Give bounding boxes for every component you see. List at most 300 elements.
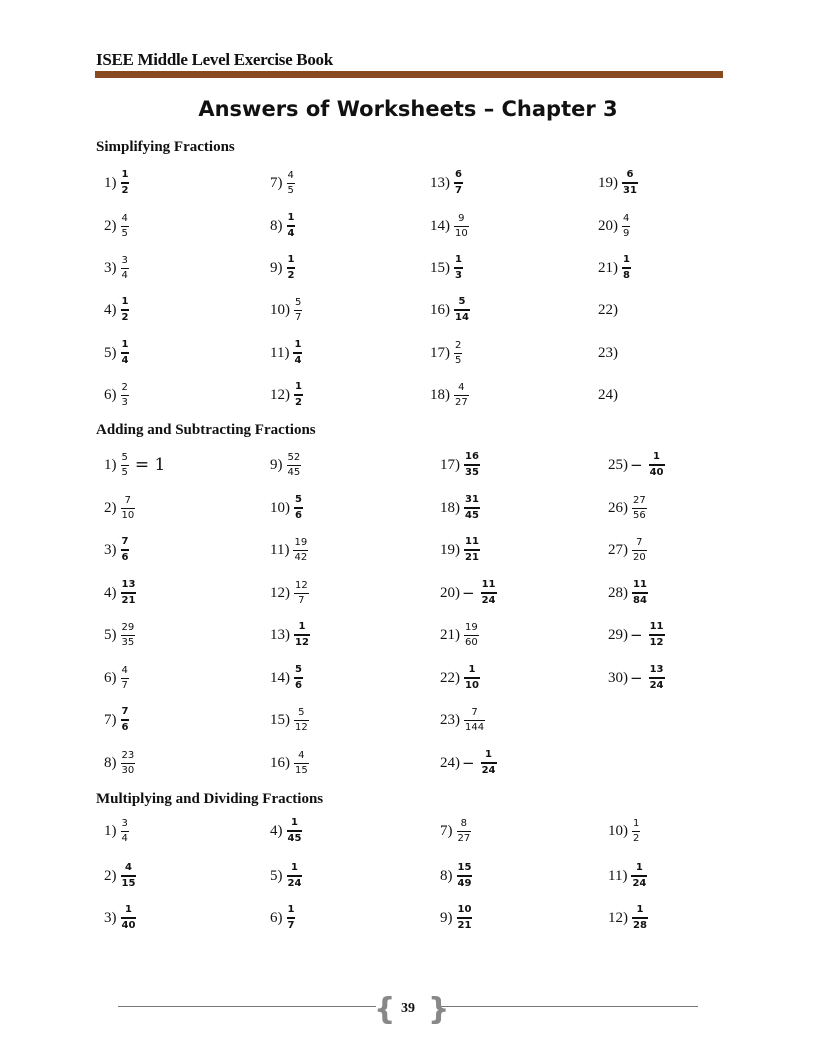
- answer-item: [104, 743, 135, 783]
- denominator: 8: [623, 270, 630, 281]
- answer-number: 16): [430, 301, 450, 318]
- numerator: 15: [457, 862, 472, 873]
- page-number: 39: [401, 1001, 415, 1016]
- answer-item: [104, 700, 129, 740]
- answer-number: 2): [104, 217, 117, 234]
- answer-item: [270, 163, 295, 203]
- fraction: [649, 621, 665, 649]
- fraction: [632, 904, 648, 932]
- denominator: 35: [465, 467, 479, 478]
- answer-number: 4): [104, 301, 117, 318]
- fraction: [454, 340, 462, 367]
- answer-item: [104, 375, 129, 415]
- answer-item: [104, 445, 165, 485]
- answer-number: 29): [608, 626, 628, 643]
- book-title: ISEE Middle Level Exercise Book: [96, 50, 333, 69]
- answer-item: [430, 290, 470, 330]
- answer-number: 8): [270, 217, 283, 234]
- answer-number: 16): [270, 754, 290, 771]
- header-rule: [95, 71, 723, 78]
- answer-number: 10): [270, 301, 290, 318]
- answer-number: 9): [270, 456, 283, 473]
- numerator: 3: [121, 254, 128, 266]
- numerator: 1: [298, 621, 306, 632]
- fraction: [121, 862, 137, 890]
- fraction: [454, 169, 463, 197]
- fraction: [121, 296, 130, 324]
- fraction: [622, 169, 638, 197]
- numerator: 13: [121, 579, 136, 590]
- fraction: [121, 622, 136, 649]
- answer-item: [440, 856, 472, 896]
- answer-number: 1): [104, 174, 117, 191]
- fraction: [632, 537, 647, 564]
- numerator: 4: [287, 169, 294, 181]
- answer-item: [440, 488, 480, 528]
- denominator: 2: [633, 832, 640, 844]
- answer-number: 2): [104, 499, 117, 516]
- section-title-simplifying: Simplifying Fractions: [96, 139, 235, 155]
- denominator: 10: [121, 509, 135, 521]
- denominator: 7: [121, 679, 128, 691]
- answer-number: 24): [598, 386, 618, 403]
- section-title-adding-subtracting: Adding and Subtracting Fractions: [96, 422, 316, 438]
- answer-number: 17): [440, 456, 460, 473]
- denominator: 21: [121, 595, 136, 606]
- numerator: 11: [465, 536, 479, 547]
- answer-number: 1): [104, 822, 117, 839]
- answer-item: [598, 290, 618, 330]
- answer-item: [608, 445, 665, 485]
- answer-number: 9): [440, 909, 453, 926]
- answer-item: [430, 206, 469, 246]
- denominator: 7: [455, 185, 462, 196]
- numerator: 13: [649, 664, 664, 675]
- denominator: 45: [287, 833, 302, 844]
- answer-item: [608, 488, 647, 528]
- answer-item: [440, 530, 480, 570]
- fraction: [121, 818, 129, 845]
- denominator: 27: [455, 396, 468, 408]
- fraction: [287, 452, 302, 479]
- fraction: [454, 254, 463, 282]
- minus-sign: −: [462, 584, 475, 602]
- answer-number: 3): [104, 259, 117, 276]
- numerator: 12: [295, 579, 308, 591]
- numerator: 7: [121, 706, 129, 717]
- denominator: 56: [633, 509, 646, 521]
- denominator: 28: [633, 920, 647, 931]
- answer-item: [440, 615, 479, 655]
- answer-item: [270, 375, 303, 415]
- answer-item: [270, 743, 309, 783]
- answer-number: 11): [608, 867, 628, 884]
- denominator: 2: [121, 312, 129, 323]
- answer-number: 26): [608, 499, 628, 516]
- denominator: 14: [455, 312, 469, 323]
- answer-number: 13): [270, 626, 290, 643]
- fraction: [121, 339, 130, 367]
- answer-item: [104, 488, 135, 528]
- page-title: Answers of Worksheets – Chapter 3: [198, 97, 618, 121]
- answer-number: 2): [104, 867, 117, 884]
- denominator: 31: [623, 185, 637, 196]
- numerator: 16: [465, 451, 479, 462]
- numerator: 1: [636, 904, 644, 915]
- numerator: 5: [121, 451, 128, 463]
- answer-number: 28): [608, 584, 628, 601]
- answer-item: [430, 163, 463, 203]
- fraction: [632, 495, 647, 522]
- numerator: 31: [465, 494, 479, 505]
- denominator: 15: [121, 878, 136, 889]
- numerator: 6: [455, 169, 462, 180]
- answer-number: 1): [104, 456, 117, 473]
- answer-item: [270, 488, 303, 528]
- denominator: 40: [649, 467, 664, 478]
- numerator: 5: [295, 664, 302, 675]
- numerator: 23: [121, 749, 135, 761]
- fraction: [649, 664, 665, 692]
- denominator: 45: [287, 466, 301, 478]
- answer-item: [104, 163, 129, 203]
- answer-number: 30): [608, 669, 628, 686]
- numerator: 1: [124, 904, 132, 915]
- denominator: 3: [455, 270, 462, 281]
- fraction: [294, 494, 303, 522]
- answer-item: [104, 530, 129, 570]
- answer-item: [440, 743, 497, 783]
- section-title-multiplying-dividing: Multiplying and Dividing Fractions: [96, 791, 324, 807]
- minus-sign: −: [462, 754, 475, 772]
- answer-item: [598, 206, 630, 246]
- answer-item: [270, 856, 302, 896]
- answer-item: [104, 811, 129, 851]
- answer-number: 4): [270, 822, 283, 839]
- denominator: 4: [287, 228, 295, 239]
- fraction: [121, 382, 129, 409]
- fraction: [287, 212, 296, 240]
- answer-item: [104, 206, 129, 246]
- answer-item: [270, 898, 295, 938]
- fraction: [454, 296, 470, 324]
- answer-number: 10): [608, 822, 628, 839]
- fraction: [293, 537, 308, 564]
- numerator: 1: [455, 254, 462, 265]
- fraction: [464, 707, 485, 734]
- answer-number: 19): [440, 541, 460, 558]
- denominator: 84: [633, 595, 647, 606]
- answer-item: [598, 333, 618, 373]
- denominator: 7: [298, 594, 305, 606]
- denominator: 24: [649, 680, 664, 691]
- answer-number: 8): [440, 867, 453, 884]
- fraction: [121, 579, 137, 607]
- numerator: 4: [121, 664, 128, 676]
- answer-number: 14): [430, 217, 450, 234]
- answer-number: 8): [104, 754, 117, 771]
- denominator: 3: [121, 396, 128, 408]
- answer-item: [104, 573, 136, 613]
- answer-number: 11): [270, 541, 290, 558]
- numerator: 5: [295, 296, 302, 308]
- answer-item: [430, 375, 469, 415]
- fraction: [294, 580, 309, 607]
- answer-number: 22): [440, 669, 460, 686]
- fraction: [457, 904, 473, 932]
- answer-number: 5): [270, 867, 283, 884]
- fraction: [481, 579, 497, 607]
- answer-number: 21): [440, 626, 460, 643]
- answer-item: [270, 573, 309, 613]
- answer-number: 7): [270, 174, 283, 191]
- footer-line-left: [118, 1006, 376, 1007]
- numerator: 11: [481, 579, 496, 590]
- answer-item: [270, 811, 302, 851]
- denominator: 10: [455, 227, 468, 239]
- fraction: [481, 749, 497, 777]
- answer-item: [608, 573, 648, 613]
- denominator: 15: [295, 764, 308, 776]
- answer-item: [270, 333, 302, 373]
- fraction: [464, 536, 480, 564]
- numerator: 1: [290, 862, 298, 873]
- fraction: [294, 707, 309, 734]
- answer-item: [270, 445, 301, 485]
- denominator: 12: [295, 637, 309, 648]
- numerator: 1: [635, 862, 643, 873]
- fraction: [121, 536, 130, 564]
- fraction: [287, 254, 296, 282]
- numerator: 2: [121, 381, 128, 393]
- answer-item: [440, 573, 497, 613]
- answer-number: 10): [270, 499, 290, 516]
- answer-number: 3): [104, 909, 117, 926]
- answer-item: [104, 615, 135, 655]
- answer-number: 18): [430, 386, 450, 403]
- numerator: 5: [298, 706, 305, 718]
- fraction: [121, 706, 130, 734]
- denominator: 7: [295, 311, 302, 323]
- answer-number: 20): [440, 584, 460, 601]
- answer-item: [104, 658, 129, 698]
- answer-item: [440, 445, 480, 485]
- numerator: 1: [468, 664, 476, 675]
- denominator: 6: [295, 680, 302, 691]
- numerator: 4: [124, 862, 132, 873]
- numerator: 7: [121, 536, 129, 547]
- answer-number: 13): [430, 174, 450, 191]
- numerator: 5: [295, 494, 302, 505]
- answer-item: [104, 248, 129, 288]
- answer-number: 6): [270, 909, 283, 926]
- answer-number: 15): [430, 259, 450, 276]
- numerator: 1: [295, 381, 302, 392]
- fraction: [464, 494, 480, 522]
- answer-number: 5): [104, 626, 117, 643]
- denominator: 24: [481, 765, 496, 776]
- denominator: 24: [287, 878, 302, 889]
- answer-number: 9): [270, 259, 283, 276]
- denominator: 4: [121, 832, 128, 844]
- numerator: 4: [121, 212, 128, 224]
- fraction: [121, 169, 130, 197]
- numerator: 1: [121, 169, 129, 180]
- answer-number: 23): [440, 711, 460, 728]
- answer-item: [440, 658, 480, 698]
- fraction: [287, 817, 303, 845]
- answer-item: [598, 375, 618, 415]
- denominator: 60: [465, 636, 478, 648]
- answer-item: [608, 530, 647, 570]
- fraction: [121, 495, 136, 522]
- denominator: 2: [121, 185, 129, 196]
- numerator: 7: [636, 536, 643, 548]
- answer-item: [270, 658, 303, 698]
- footer-bracket-left: {: [374, 992, 396, 1027]
- denominator: 45: [465, 510, 479, 521]
- answer-number: 5): [104, 344, 117, 361]
- answer-number: 12): [270, 386, 290, 403]
- answer-number: 27): [608, 541, 628, 558]
- fraction: [632, 818, 640, 845]
- minus-sign: −: [630, 669, 643, 687]
- denominator: 12: [649, 637, 664, 648]
- denominator: 5: [287, 184, 294, 196]
- denominator: 7: [287, 920, 295, 931]
- numerator: 11: [649, 621, 664, 632]
- numerator: 1: [653, 451, 661, 462]
- answer-item: [440, 898, 472, 938]
- numerator: 4: [298, 749, 305, 761]
- answer-item: [608, 856, 647, 896]
- fraction: [454, 213, 469, 240]
- answer-number: 6): [104, 669, 117, 686]
- answer-item: [608, 898, 648, 938]
- denominator: 40: [121, 920, 136, 931]
- fraction: [121, 452, 129, 479]
- numerator: 19: [294, 536, 308, 548]
- denominator: 2: [295, 397, 302, 408]
- fraction: [294, 621, 310, 649]
- answer-item: [104, 290, 129, 330]
- answer-number: 3): [104, 541, 117, 558]
- numerator: 27: [633, 494, 646, 506]
- fraction: [121, 750, 136, 777]
- denominator: 4: [121, 269, 128, 281]
- answer-item: [440, 700, 485, 740]
- numerator: 1: [623, 254, 630, 265]
- denominator: 5: [121, 466, 128, 478]
- numerator: 6: [626, 169, 634, 180]
- numerator: 29: [121, 621, 135, 633]
- numerator: 5: [458, 296, 466, 307]
- answer-item: [270, 700, 309, 740]
- denominator: 12: [295, 721, 308, 733]
- numerator: 1: [287, 904, 295, 915]
- answer-number: 19): [598, 174, 618, 191]
- answer-item: [608, 658, 665, 698]
- answer-item: [270, 615, 310, 655]
- numerator: 52: [287, 451, 301, 463]
- numerator: 3: [121, 817, 128, 829]
- numerator: 10: [457, 904, 472, 915]
- numerator: 1: [633, 817, 640, 829]
- answer-number: 7): [104, 711, 117, 728]
- denominator: 24: [632, 878, 647, 889]
- fraction: [464, 664, 480, 692]
- answer-number: 17): [430, 344, 450, 361]
- answer-number: 18): [440, 499, 460, 516]
- answer-item: [598, 248, 631, 288]
- answer-number: 22): [598, 301, 618, 318]
- answer-number: 12): [608, 909, 628, 926]
- fraction: [293, 339, 302, 367]
- answer-item: [598, 163, 638, 203]
- answer-number: 21): [598, 259, 618, 276]
- answer-number: 14): [270, 669, 290, 686]
- fraction: [294, 664, 303, 692]
- numerator: 7: [124, 494, 132, 506]
- denominator: 6: [121, 552, 129, 563]
- denominator: 5: [121, 227, 128, 239]
- numerator: 1: [121, 296, 129, 307]
- denominator: 2: [287, 270, 295, 281]
- numerator: 8: [460, 817, 468, 829]
- answer-number: 15): [270, 711, 290, 728]
- fraction: [632, 579, 648, 607]
- denominator: 10: [465, 680, 479, 691]
- answer-number: 6): [104, 386, 117, 403]
- footer-line-right: [440, 1006, 698, 1007]
- denominator: 42: [294, 551, 308, 563]
- answer-number: 7): [440, 822, 453, 839]
- numerator: 1: [287, 254, 295, 265]
- fraction: [457, 818, 472, 845]
- answer-number: 24): [440, 754, 460, 771]
- numerator: 11: [633, 579, 647, 590]
- denominator: 6: [121, 722, 129, 733]
- answer-item: [430, 248, 463, 288]
- answer-item: [608, 615, 665, 655]
- denominator: 9: [623, 227, 630, 239]
- answer-item: [440, 811, 471, 851]
- footer-bracket-right: }: [428, 992, 450, 1027]
- denominator: 21: [465, 552, 479, 563]
- numerator: 4: [623, 212, 630, 224]
- numerator: 4: [458, 381, 465, 393]
- fraction: [287, 862, 303, 890]
- numerator: 9: [458, 212, 465, 224]
- fraction: [649, 451, 665, 479]
- answer-item: [608, 811, 640, 851]
- answer-item: [270, 248, 295, 288]
- denominator: 24: [481, 595, 496, 606]
- denominator: 4: [121, 355, 129, 366]
- fraction: [622, 254, 631, 282]
- fraction: [454, 382, 469, 409]
- answer-item: [270, 206, 295, 246]
- fraction: [457, 862, 473, 890]
- fraction: [121, 213, 129, 240]
- answer-item: [104, 856, 136, 896]
- minus-sign: −: [630, 456, 643, 474]
- denominator: 27: [457, 832, 471, 844]
- numerator: 7: [471, 706, 478, 718]
- answer-number: 20): [598, 217, 618, 234]
- numerator: 1: [121, 339, 129, 350]
- numerator: 1: [485, 749, 493, 760]
